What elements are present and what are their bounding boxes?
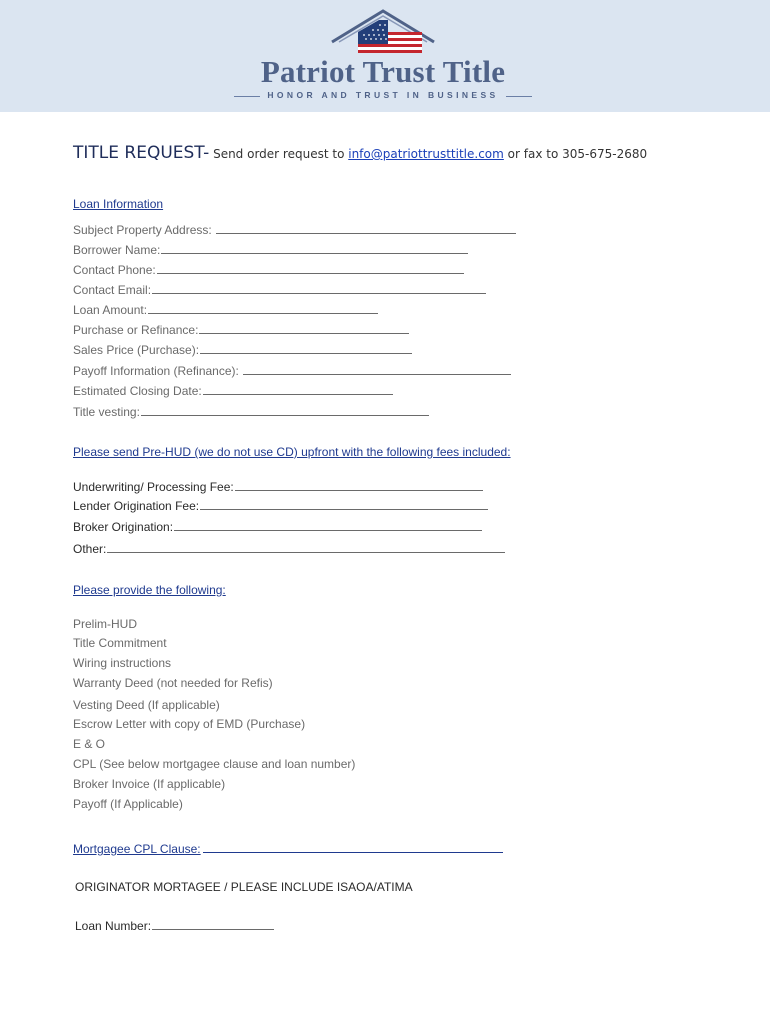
list-item: Title Commitment bbox=[73, 636, 167, 650]
field-label: Loan Amount: bbox=[73, 303, 148, 317]
purchase-or-refinance-field[interactable] bbox=[73, 322, 409, 337]
list-item: E & O bbox=[73, 737, 106, 751]
provide-heading: Please provide the following: bbox=[73, 583, 226, 597]
blank-line[interactable] bbox=[235, 479, 483, 491]
list-item: Wiring instructions bbox=[73, 656, 172, 670]
tagline-row bbox=[232, 90, 534, 102]
field-label: Other: bbox=[73, 542, 107, 556]
field-label: Broker Origination: bbox=[73, 520, 174, 534]
field-label: Loan Number: bbox=[75, 919, 152, 933]
field-label: Payoff Information (Refinance): bbox=[73, 364, 243, 378]
blank-line[interactable] bbox=[107, 541, 505, 553]
loan-number-field[interactable] bbox=[75, 918, 274, 933]
page-title: TITLE REQUEST- bbox=[73, 143, 210, 163]
field-label: Estimated Closing Date: bbox=[73, 384, 202, 398]
pre-hud-heading: Please send Pre-HUD (we do not use CD) upfront with the following fees included: bbox=[73, 445, 511, 459]
blank-line[interactable] bbox=[199, 322, 409, 334]
blank-line[interactable] bbox=[148, 302, 378, 314]
email-link[interactable]: info@patriottrusttitle.com bbox=[348, 147, 504, 161]
tagline-rule-left bbox=[234, 96, 260, 97]
field-label: Purchase or Refinance: bbox=[73, 323, 199, 337]
subject-property-address-field[interactable] bbox=[73, 222, 516, 237]
list-item: Vesting Deed (If applicable) bbox=[73, 698, 220, 712]
list-item: Warranty Deed (not needed for Refis) bbox=[73, 676, 273, 690]
blank-line[interactable] bbox=[174, 519, 482, 531]
blank-line[interactable] bbox=[216, 222, 516, 234]
originator-line: ORIGINATOR MORTAGEE / PLEASE INCLUDE ISAOA/ATIMA bbox=[75, 880, 413, 894]
company-logo bbox=[232, 8, 534, 98]
field-label: Contact Email: bbox=[73, 283, 152, 297]
underwriting-fee-field[interactable] bbox=[73, 479, 483, 494]
tagline: HONOR AND TRUST IN BUSINESS bbox=[267, 90, 499, 100]
field-label: Borrower Name: bbox=[73, 243, 161, 257]
mortgagee-label: Mortgagee CPL Clause: bbox=[73, 842, 201, 856]
blank-line[interactable] bbox=[203, 383, 393, 395]
field-label: Underwriting/ Processing Fee: bbox=[73, 480, 234, 494]
list-item: CPL (See below mortgagee clause and loan number) bbox=[73, 757, 356, 771]
field-label: Subject Property Address: bbox=[73, 223, 216, 237]
blank-line[interactable] bbox=[243, 363, 511, 375]
field-label: Lender Origination Fee: bbox=[73, 499, 200, 513]
field-label: Title vesting: bbox=[73, 405, 140, 419]
list-item: Prelim-HUD bbox=[73, 617, 137, 631]
blank-line[interactable] bbox=[161, 242, 468, 254]
contact-email-field[interactable] bbox=[73, 282, 486, 297]
blank-line[interactable] bbox=[200, 498, 488, 510]
list-item: Payoff (If Applicable) bbox=[73, 797, 183, 811]
loan-amount-field[interactable] bbox=[73, 302, 378, 317]
lender-origination-fee-field[interactable] bbox=[73, 498, 488, 513]
broker-origination-field[interactable] bbox=[73, 519, 482, 534]
blank-line[interactable] bbox=[203, 842, 503, 853]
mortgagee-cpl-clause[interactable] bbox=[73, 842, 503, 856]
company-name: Patriot Trust Title bbox=[260, 54, 506, 89]
blank-line[interactable] bbox=[157, 262, 464, 274]
field-label: Sales Price (Purchase): bbox=[73, 343, 200, 357]
blank-line[interactable] bbox=[200, 342, 412, 354]
borrower-name-field[interactable] bbox=[73, 242, 468, 257]
tagline-rule-right bbox=[506, 96, 532, 97]
title-vesting-field[interactable] bbox=[73, 404, 429, 419]
list-item: Escrow Letter with copy of EMD (Purchase) bbox=[73, 717, 306, 731]
title-request-line bbox=[73, 143, 647, 163]
letterhead-band bbox=[0, 0, 770, 112]
field-label: Contact Phone: bbox=[73, 263, 156, 277]
contact-phone-field[interactable] bbox=[73, 262, 464, 277]
estimated-closing-date-field[interactable] bbox=[73, 383, 393, 398]
blank-line[interactable] bbox=[152, 918, 274, 930]
sales-price-field[interactable] bbox=[73, 342, 412, 357]
loan-info-heading: Loan Information bbox=[73, 197, 164, 211]
blank-line[interactable] bbox=[152, 282, 486, 294]
other-fee-field[interactable] bbox=[73, 541, 505, 556]
payoff-information-field[interactable] bbox=[73, 363, 511, 378]
blank-line[interactable] bbox=[141, 404, 429, 416]
title-instruction: Send order request to bbox=[209, 147, 349, 161]
house-flag-icon bbox=[232, 8, 534, 56]
fax-text: or fax to 305-675-2680 bbox=[503, 147, 648, 161]
list-item: Broker Invoice (If applicable) bbox=[73, 777, 226, 791]
